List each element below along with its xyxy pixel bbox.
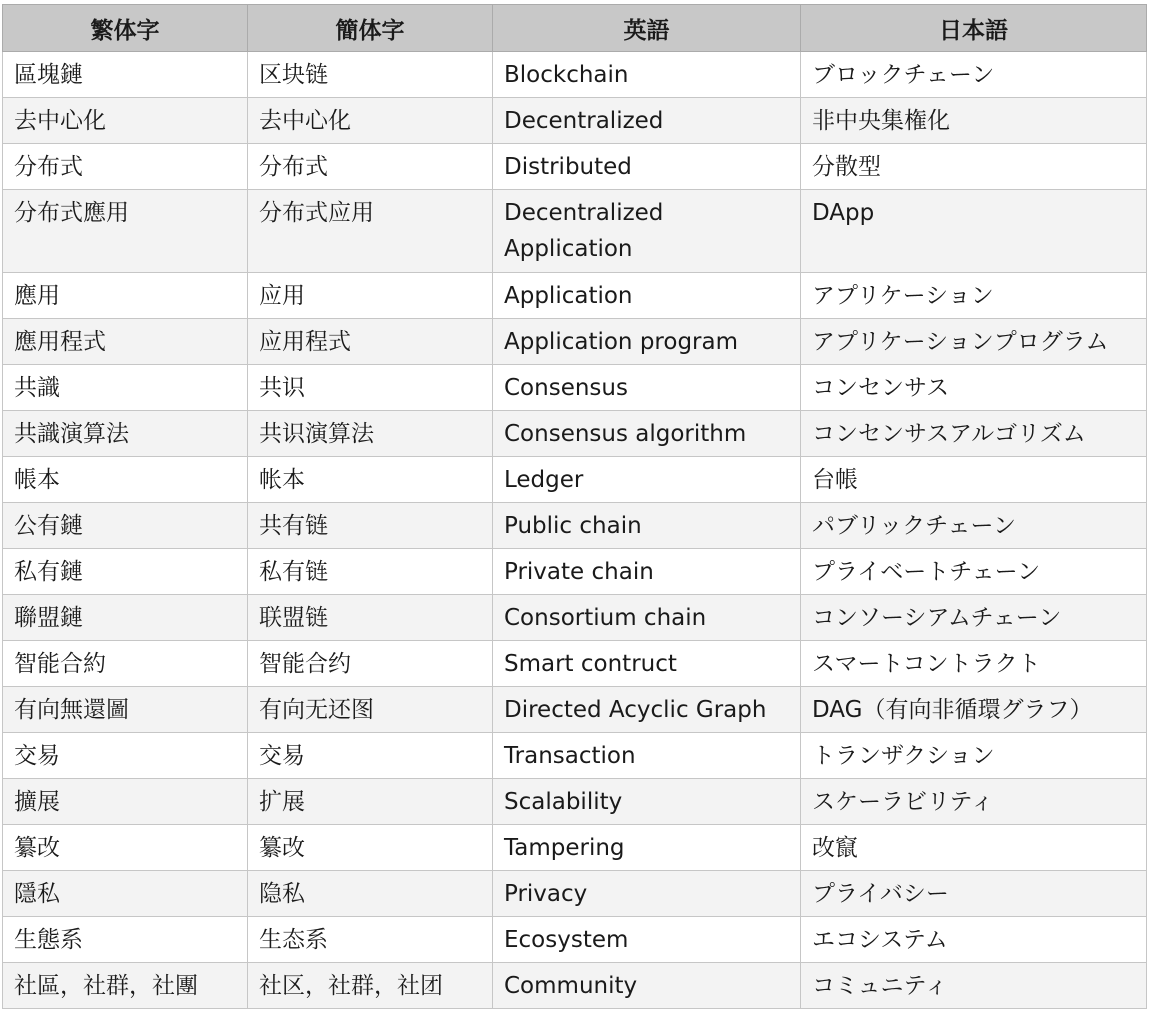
cell-traditional-chinese: 聯盟鏈 <box>3 595 248 641</box>
cell-japanese: コミュニティ <box>801 963 1147 1009</box>
header-traditional-chinese: 繁体字 <box>3 5 248 52</box>
cell-simplified-chinese: 智能合约 <box>248 641 493 687</box>
cell-traditional-chinese: 共識 <box>3 365 248 411</box>
cell-japanese: ブロックチェーン <box>801 52 1147 98</box>
cell-english: Distributed <box>493 144 801 190</box>
cell-japanese: プライバシー <box>801 871 1147 917</box>
table-row <box>3 273 1147 319</box>
cell-japanese: パブリックチェーン <box>801 503 1147 549</box>
table-row <box>3 733 1147 779</box>
cell-english: Ledger <box>493 457 801 503</box>
table-row <box>3 190 1147 273</box>
cell-english: Directed Acyclic Graph <box>493 687 801 733</box>
cell-japanese: DApp <box>801 190 1147 273</box>
cell-english: Consortium chain <box>493 595 801 641</box>
cell-simplified-chinese: 隐私 <box>248 871 493 917</box>
cell-english: Consensus <box>493 365 801 411</box>
cell-japanese: DAG（有向非循環グラフ） <box>801 687 1147 733</box>
cell-japanese: エコシステム <box>801 917 1147 963</box>
glossary-table <box>2 4 1147 1009</box>
cell-traditional-chinese: 應用程式 <box>3 319 248 365</box>
cell-traditional-chinese: 社區，社群，社團 <box>3 963 248 1009</box>
cell-simplified-chinese: 应用程式 <box>248 319 493 365</box>
cell-traditional-chinese: 分布式應用 <box>3 190 248 273</box>
cell-japanese: 非中央集権化 <box>801 98 1147 144</box>
cell-simplified-chinese: 交易 <box>248 733 493 779</box>
cell-english: Consensus algorithm <box>493 411 801 457</box>
cell-simplified-chinese: 纂改 <box>248 825 493 871</box>
table-row <box>3 98 1147 144</box>
cell-traditional-chinese: 應用 <box>3 273 248 319</box>
cell-traditional-chinese: 分布式 <box>3 144 248 190</box>
cell-english: Community <box>493 963 801 1009</box>
header-english: 英語 <box>493 5 801 52</box>
cell-simplified-chinese: 应用 <box>248 273 493 319</box>
cell-japanese: トランザクション <box>801 733 1147 779</box>
cell-traditional-chinese: 生態系 <box>3 917 248 963</box>
cell-english: Public chain <box>493 503 801 549</box>
table-row <box>3 457 1147 503</box>
cell-traditional-chinese: 擴展 <box>3 779 248 825</box>
cell-english: Application <box>493 273 801 319</box>
cell-simplified-chinese: 去中心化 <box>248 98 493 144</box>
cell-english: Decentralized Application <box>493 190 801 273</box>
cell-english: Smart contruct <box>493 641 801 687</box>
table-row <box>3 503 1147 549</box>
table-row <box>3 411 1147 457</box>
cell-simplified-chinese: 共有链 <box>248 503 493 549</box>
cell-japanese: アプリケーションプログラム <box>801 319 1147 365</box>
cell-simplified-chinese: 有向无还图 <box>248 687 493 733</box>
cell-english: Scalability <box>493 779 801 825</box>
cell-traditional-chinese: 共識演算法 <box>3 411 248 457</box>
cell-english: Transaction <box>493 733 801 779</box>
table-row <box>3 52 1147 98</box>
table-row <box>3 549 1147 595</box>
table-row <box>3 365 1147 411</box>
table-row <box>3 687 1147 733</box>
cell-simplified-chinese: 分布式应用 <box>248 190 493 273</box>
table-row <box>3 825 1147 871</box>
cell-english: Tampering <box>493 825 801 871</box>
table-row <box>3 963 1147 1009</box>
table-row <box>3 779 1147 825</box>
cell-japanese: アプリケーション <box>801 273 1147 319</box>
cell-japanese: スケーラビリティ <box>801 779 1147 825</box>
table-row <box>3 917 1147 963</box>
cell-english: Privacy <box>493 871 801 917</box>
cell-traditional-chinese: 交易 <box>3 733 248 779</box>
cell-japanese: コンセンサス <box>801 365 1147 411</box>
cell-simplified-chinese: 私有链 <box>248 549 493 595</box>
cell-simplified-chinese: 社区，社群，社团 <box>248 963 493 1009</box>
cell-simplified-chinese: 联盟链 <box>248 595 493 641</box>
cell-traditional-chinese: 隱私 <box>3 871 248 917</box>
cell-traditional-chinese: 帳本 <box>3 457 248 503</box>
table-row <box>3 319 1147 365</box>
cell-english: Private chain <box>493 549 801 595</box>
table-body <box>3 52 1147 1009</box>
cell-japanese: コンソーシアムチェーン <box>801 595 1147 641</box>
table-row <box>3 144 1147 190</box>
cell-simplified-chinese: 共识 <box>248 365 493 411</box>
cell-english: Blockchain <box>493 52 801 98</box>
cell-traditional-chinese: 有向無還圖 <box>3 687 248 733</box>
header-japanese: 日本語 <box>801 5 1147 52</box>
cell-traditional-chinese: 去中心化 <box>3 98 248 144</box>
cell-english: Application program <box>493 319 801 365</box>
header-simplified-chinese: 簡体字 <box>248 5 493 52</box>
cell-japanese: 台帳 <box>801 457 1147 503</box>
table-header-row <box>3 5 1147 52</box>
cell-traditional-chinese: 私有鏈 <box>3 549 248 595</box>
cell-japanese: コンセンサスアルゴリズム <box>801 411 1147 457</box>
cell-simplified-chinese: 帐本 <box>248 457 493 503</box>
cell-simplified-chinese: 扩展 <box>248 779 493 825</box>
cell-japanese: スマートコントラクト <box>801 641 1147 687</box>
cell-japanese: プライベートチェーン <box>801 549 1147 595</box>
cell-english: Decentralized <box>493 98 801 144</box>
cell-traditional-chinese: 纂改 <box>3 825 248 871</box>
glossary-table-container <box>2 4 1146 1009</box>
cell-traditional-chinese: 公有鏈 <box>3 503 248 549</box>
cell-traditional-chinese: 智能合約 <box>3 641 248 687</box>
cell-english: Ecosystem <box>493 917 801 963</box>
cell-simplified-chinese: 共识演算法 <box>248 411 493 457</box>
cell-traditional-chinese: 區塊鏈 <box>3 52 248 98</box>
table-row <box>3 641 1147 687</box>
table-row <box>3 595 1147 641</box>
cell-japanese: 分散型 <box>801 144 1147 190</box>
cell-simplified-chinese: 区块链 <box>248 52 493 98</box>
cell-japanese: 改竄 <box>801 825 1147 871</box>
cell-simplified-chinese: 生态系 <box>248 917 493 963</box>
table-row <box>3 871 1147 917</box>
cell-simplified-chinese: 分布式 <box>248 144 493 190</box>
